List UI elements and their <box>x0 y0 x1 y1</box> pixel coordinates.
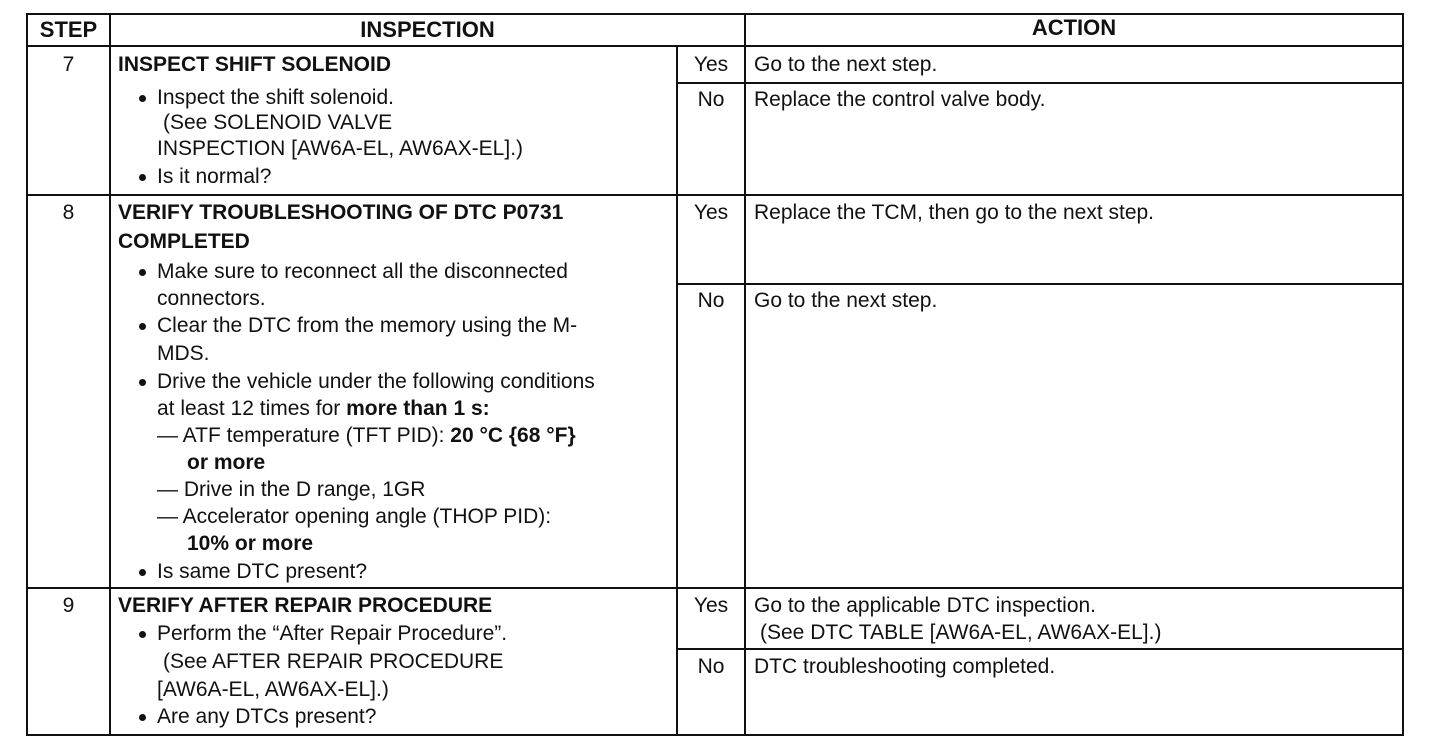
step-8-item-8: or more <box>187 451 266 474</box>
step-9-item-4: Are any DTCs present? <box>157 705 377 728</box>
step-8-title-line1: VERIFY TROUBLESHOOTING OF DTC P0731 <box>118 201 564 224</box>
step-9-yes-label: Yes <box>693 594 729 617</box>
step-8-item-1: Make sure to reconnect all the disconnected <box>157 260 568 283</box>
step-7-number: 7 <box>62 53 75 76</box>
step-7-title: INSPECT SHIFT SOLENOID <box>118 53 392 76</box>
step9-yes-divider <box>676 648 1404 650</box>
header-inspection: INSPECTION <box>360 17 495 42</box>
step-9-item-3: [AW6A-EL, AW6AX-EL].) <box>157 678 389 701</box>
step-8-item-5: Drive the vehicle under the following conditions <box>157 370 595 393</box>
step-8-item-6-bold: more than 1 s: <box>346 397 490 420</box>
step-9-no-label: No <box>697 655 725 678</box>
step8-yes-divider <box>676 283 1404 285</box>
step-8-no-label: No <box>697 289 725 312</box>
step-8-item-12: Is same DTC present? <box>157 560 368 583</box>
step-8-item-11: 10% or more <box>187 532 314 555</box>
header-action: ACTION <box>1031 15 1117 40</box>
step-7-item-4: Is it normal? <box>157 165 272 188</box>
step-9-yes-action-line2: (See DTC TABLE [AW6A-EL, AW6AX-EL].) <box>760 621 1162 644</box>
step-8-item-7-bold: 20 °C {68 °F} <box>450 424 576 447</box>
step-8-item-3: Clear the DTC from the memory using the M- <box>157 314 578 337</box>
step-8-item-9: — Drive in the D range, 1GR <box>157 478 426 501</box>
step-8-yes-label: Yes <box>693 201 729 224</box>
step-7-item-3: INSPECTION [AW6A-EL, AW6AX-EL].) <box>157 137 524 160</box>
step-8-number: 8 <box>62 201 75 224</box>
step-9-item-2: (See AFTER REPAIR PROCEDURE <box>163 650 504 673</box>
step-9-yes-action-line1: Go to the applicable DTC inspection. <box>754 594 1097 617</box>
bullet-icon <box>139 174 146 181</box>
step-8-item-4: MDS. <box>157 342 210 365</box>
bullet-icon <box>139 714 146 721</box>
step-9-title: VERIFY AFTER REPAIR PROCEDURE <box>118 594 493 617</box>
step-9-item-1: Perform the “After Repair Procedure”. <box>157 622 508 645</box>
step-7-item-1: Inspect the shift solenoid. <box>157 86 394 109</box>
step-7-item-2: (See SOLENOID VALVE <box>163 111 393 134</box>
step-9-number: 9 <box>62 594 75 617</box>
action-column-divider <box>744 13 746 736</box>
bullet-icon <box>139 631 146 638</box>
bullet-icon <box>139 569 146 576</box>
step-8-item-6-text: at least 12 times for <box>157 397 347 420</box>
header-step: STEP <box>39 17 98 42</box>
step-8-yes-action: Replace the TCM, then go to the next step. <box>754 201 1155 224</box>
step-8-item-10: — Accelerator opening angle (THOP PID): <box>157 505 552 528</box>
step-8-item-2: connectors. <box>157 287 266 310</box>
bullet-icon <box>139 323 146 330</box>
bullet-icon <box>139 269 146 276</box>
step-7-yes-label: Yes <box>693 53 729 76</box>
step-7-no-label: No <box>697 88 725 111</box>
header-divider <box>26 45 1404 47</box>
step-9-no-action: DTC troubleshooting completed. <box>754 655 1056 678</box>
bullet-icon <box>139 379 146 386</box>
step-8-title-line2: COMPLETED <box>118 230 250 253</box>
step7-yes-divider <box>676 82 1404 84</box>
row8-divider <box>26 587 1404 589</box>
yesno-column-divider <box>676 45 678 736</box>
step-8-item-7-text: — ATF temperature (TFT PID): <box>157 424 451 447</box>
bullet-icon <box>139 95 146 102</box>
step-8-no-action: Go to the next step. <box>754 289 938 312</box>
step-8-item-6 <box>157 395 490 422</box>
step-7-no-action: Replace the control valve body. <box>754 88 1046 111</box>
step-7-yes-action: Go to the next step. <box>754 53 938 76</box>
step-8-item-7 <box>157 422 576 449</box>
row7-divider <box>26 194 1404 196</box>
step-column-divider <box>109 13 111 736</box>
